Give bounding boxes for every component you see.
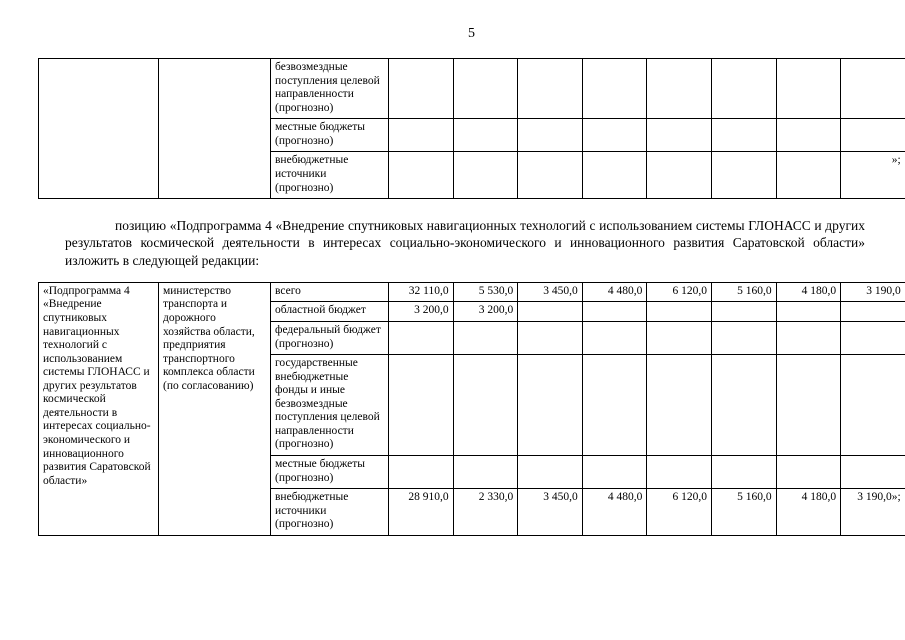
value-cell <box>582 456 647 489</box>
continuation-table-body <box>39 59 905 199</box>
table-row <box>39 282 905 302</box>
row-label: безвозмездные поступления целевой направленности (прогнозно) <box>271 59 389 119</box>
value-cell <box>711 355 776 456</box>
value-cell <box>518 59 583 119</box>
row-label: федеральный бюджет (прогнозно) <box>271 321 389 354</box>
value-cell: 4 480,0 <box>582 282 647 302</box>
value-cell <box>518 119 583 152</box>
value-cell <box>518 355 583 456</box>
value-cell <box>582 321 647 354</box>
value-cell <box>711 152 776 199</box>
subprogram-table <box>38 282 905 536</box>
value-cell: 3 190,0»; <box>841 489 905 536</box>
value-cell <box>711 456 776 489</box>
value-cell <box>647 59 712 119</box>
row-label: внебюджетные источники (прогнозно) <box>271 152 389 199</box>
value-cell <box>647 302 712 322</box>
row-label: областной бюджет <box>271 302 389 322</box>
row-label: местные бюджеты (прогнозно) <box>271 456 389 489</box>
value-cell: 3 450,0 <box>518 282 583 302</box>
value-cell <box>776 355 841 456</box>
value-cell <box>776 302 841 322</box>
value-cell <box>389 119 454 152</box>
value-cell: 3 190,0 <box>841 282 905 302</box>
value-cell <box>776 59 841 119</box>
table-row <box>39 59 905 119</box>
value-cell <box>776 119 841 152</box>
row-label: внебюджетные источники (прогнозно) <box>271 489 389 536</box>
subprogram-table-body <box>39 282 905 535</box>
value-cell <box>841 119 905 152</box>
value-cell: 4 180,0 <box>776 282 841 302</box>
row-label: местные бюджеты (прогнозно) <box>271 119 389 152</box>
value-cell <box>389 456 454 489</box>
value-cell <box>518 302 583 322</box>
value-cell <box>647 321 712 354</box>
value-cell: 3 200,0 <box>453 302 518 322</box>
value-cell <box>453 321 518 354</box>
value-cell: 4 480,0 <box>582 489 647 536</box>
value-cell: 2 330,0 <box>453 489 518 536</box>
program-cell: «Подпрограмма 4 «Внедрение спутниковых навигационных технологий с использованием системы ГЛОНАСС и других результатов космической деятельности в интересах социально-экономического и инновационного развития Саратовской области» <box>39 282 159 535</box>
value-cell <box>841 59 905 119</box>
value-cell: 32 110,0 <box>389 282 454 302</box>
value-cell: 5 530,0 <box>453 282 518 302</box>
value-cell <box>582 59 647 119</box>
value-cell <box>647 456 712 489</box>
value-cell <box>389 321 454 354</box>
value-cell <box>453 119 518 152</box>
value-cell <box>582 302 647 322</box>
executor-cell: министерство транспорта и дорожного хозяйства области, предприятия транспортного комплекса области (по согласованию) <box>159 282 271 535</box>
value-cell <box>518 321 583 354</box>
value-cell <box>711 302 776 322</box>
value-cell: »; <box>841 152 905 199</box>
value-cell <box>776 321 841 354</box>
executor-cell <box>159 59 271 199</box>
value-cell: 6 120,0 <box>647 282 712 302</box>
value-cell <box>776 456 841 489</box>
value-cell <box>518 456 583 489</box>
value-cell <box>841 302 905 322</box>
value-cell <box>453 355 518 456</box>
value-cell: 6 120,0 <box>647 489 712 536</box>
value-cell <box>518 152 583 199</box>
row-label: государственные внебюджетные фонды и иные безвозмездные поступления целевой направленности (прогнозно) <box>271 355 389 456</box>
value-cell <box>453 152 518 199</box>
page-number: 5 <box>468 26 475 41</box>
value-cell: 28 910,0 <box>389 489 454 536</box>
value-cell <box>711 59 776 119</box>
value-cell <box>453 456 518 489</box>
value-cell <box>389 152 454 199</box>
value-cell <box>841 355 905 456</box>
continuation-table <box>38 58 905 199</box>
value-cell <box>711 119 776 152</box>
value-cell <box>647 119 712 152</box>
program-cell <box>39 59 159 199</box>
value-cell: 3 450,0 <box>518 489 583 536</box>
value-cell <box>841 321 905 354</box>
value-cell <box>841 456 905 489</box>
value-cell <box>647 355 712 456</box>
amendment-paragraph: позицию «Подпрограмма 4 «Внедрение спутниковых навигационных технологий с использованием системы ГЛОНАСС и других результатов космической деятельности в интересах социально-экономического и инновационного развития Саратовской области» изложить в следующей редакции: <box>65 218 865 268</box>
value-cell: 5 160,0 <box>711 282 776 302</box>
value-cell: 3 200,0 <box>389 302 454 322</box>
value-cell <box>776 152 841 199</box>
value-cell <box>453 59 518 119</box>
value-cell: 4 180,0 <box>776 489 841 536</box>
row-label: всего <box>271 282 389 302</box>
value-cell: 5 160,0 <box>711 489 776 536</box>
value-cell <box>582 355 647 456</box>
value-cell <box>582 119 647 152</box>
value-cell <box>582 152 647 199</box>
value-cell <box>647 152 712 199</box>
value-cell <box>711 321 776 354</box>
value-cell <box>389 59 454 119</box>
value-cell <box>389 355 454 456</box>
